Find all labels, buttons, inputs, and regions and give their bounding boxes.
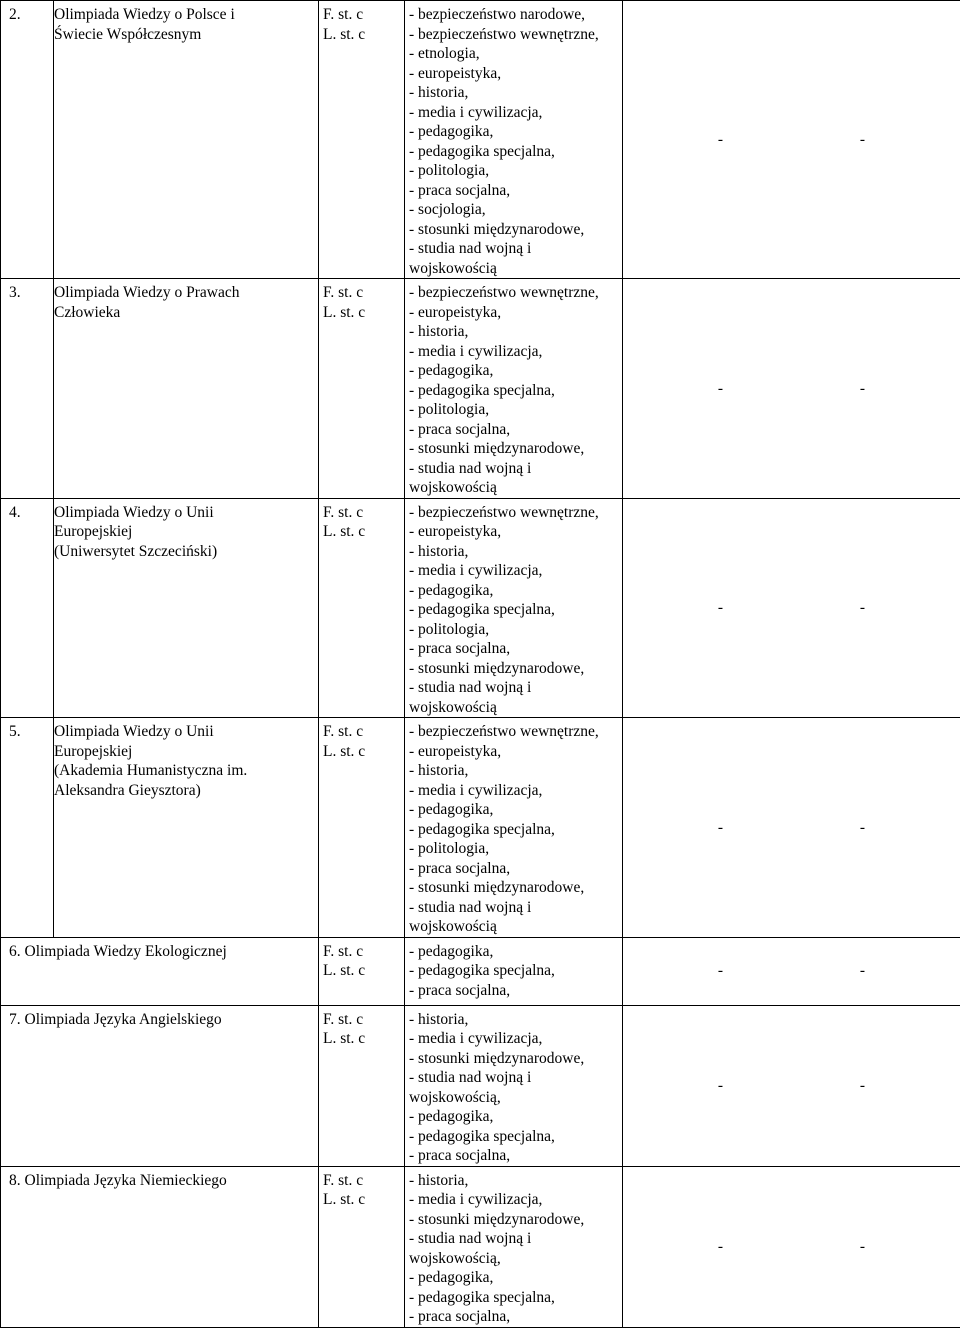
study-mode-line: F. st. c [323,283,404,303]
field-of-study-item: - stosunki międzynarodowe, [409,1210,622,1230]
field-of-study-item: - praca socjalna, [409,1146,622,1166]
status-cell [623,279,960,499]
status-value-1: - [714,818,728,838]
status-cell [623,1005,960,1166]
olympiad-name: Olimpiada Języka Angielskiego [25,1011,222,1028]
row-number: 2. [9,6,21,23]
field-of-study-item: wojskowością, [409,1249,622,1269]
status-value-1: - [714,1076,728,1096]
field-of-study-item: - etnologia, [409,44,622,64]
row-number: 7. [9,1011,21,1028]
study-mode-cell [319,718,405,938]
field-of-study-item: wojskowością [409,259,622,279]
field-of-study-item: - praca socjalna, [409,639,622,659]
study-mode-cell [319,1,405,279]
olympiad-name-cell [54,498,319,718]
table-row [1,1,960,279]
status-value-1: - [714,379,728,399]
field-of-study-item: - stosunki międzynarodowe, [409,220,622,240]
status-cell [623,718,960,938]
olympiad-name-cell [54,718,319,938]
study-mode-line: F. st. c [323,1010,404,1030]
status-value-2: - [856,1076,870,1096]
fields-of-study-cell [405,718,623,938]
field-of-study-item: - socjologia, [409,200,622,220]
field-of-study-item: - historia, [409,761,622,781]
row-number: 5. [9,723,21,740]
field-of-study-item: - europeistyka, [409,64,622,84]
field-of-study-item: - historia, [409,83,622,103]
table-row [1,937,960,1005]
field-of-study-item: - studia nad wojną i [409,678,622,698]
study-mode-line: L. st. c [323,25,404,45]
study-mode-line: L. st. c [323,742,404,762]
field-of-study-item: - politologia, [409,161,622,181]
study-mode-line: F. st. c [323,1171,404,1191]
field-of-study-item: - media i cywilizacja, [409,103,622,123]
status-cell [623,1,960,279]
field-of-study-item: - studia nad wojną i [409,459,622,479]
field-of-study-item: - studia nad wojną i [409,898,622,918]
field-of-study-item: - praca socjalna, [409,859,622,879]
row-number-cell [1,1,54,279]
field-of-study-item: - stosunki międzynarodowe, [409,659,622,679]
field-of-study-item: - pedagogika specjalna, [409,1127,622,1147]
status-cell [623,937,960,1005]
olympiad-name-line: Olimpiada Wiedzy o Polsce i [54,5,314,25]
olympiad-name: Olimpiada Wiedzy Ekologicznej [25,943,227,960]
fields-of-study-cell [405,498,623,718]
field-of-study-item: - pedagogika, [409,1268,622,1288]
field-of-study-item: - bezpieczeństwo wewnętrzne, [409,25,622,45]
table-row [1,498,960,718]
olympiad-name-line: Świecie Współczesnym [54,25,314,45]
field-of-study-item: wojskowością, [409,1088,622,1108]
field-of-study-item: - bezpieczeństwo wewnętrzne, [409,503,622,523]
field-of-study-item: - pedagogika specjalna, [409,381,622,401]
field-of-study-item: - politologia, [409,839,622,859]
olympiad-name-cell [54,1,319,279]
field-of-study-item: - media i cywilizacja, [409,561,622,581]
row-number: 8. [9,1172,21,1189]
row-number-cell [1,718,54,938]
field-of-study-item: - pedagogika, [409,361,622,381]
study-mode-line: F. st. c [323,5,404,25]
olympiad-name-cell [54,279,319,499]
status-value-1: - [714,961,728,981]
field-of-study-item: - stosunki międzynarodowe, [409,878,622,898]
olympiad-name-line: Europejskiej [54,742,314,762]
field-of-study-item: - pedagogika specjalna, [409,820,622,840]
fields-of-study-cell [405,1166,623,1327]
fields-of-study-cell [405,279,623,499]
table-body [1,1,960,1328]
status-value-2: - [856,1237,870,1257]
status-value-2: - [856,961,870,981]
field-of-study-item: - pedagogika, [409,942,622,962]
field-of-study-item: - studia nad wojną i [409,239,622,259]
field-of-study-item: - historia, [409,1010,622,1030]
study-mode-cell [319,1166,405,1327]
field-of-study-item: - praca socjalna, [409,420,622,440]
status-value-1: - [714,130,728,150]
olympiad-cell [1,937,319,1005]
study-mode-line: L. st. c [323,522,404,542]
fields-of-study-cell [405,937,623,1005]
olympiad-name: Olimpiada Języka Niemieckiego [25,1172,227,1189]
field-of-study-item: - praca socjalna, [409,181,622,201]
olympiad-name-line: Aleksandra Gieysztora) [54,781,314,801]
field-of-study-item: - media i cywilizacja, [409,781,622,801]
field-of-study-item: wojskowością [409,698,622,718]
study-mode-line: L. st. c [323,303,404,323]
field-of-study-item: - politologia, [409,620,622,640]
field-of-study-item: - media i cywilizacja, [409,342,622,362]
olympiad-name-line: Europejskiej [54,522,314,542]
table-row [1,1005,960,1166]
olympiad-cell [1,1005,319,1166]
field-of-study-item: - pedagogika specjalna, [409,142,622,162]
status-value-1: - [714,1237,728,1257]
olympiad-cell [1,1166,319,1327]
olympiad-name-line: (Uniwersytet Szczeciński) [54,542,314,562]
study-mode-line: L. st. c [323,961,404,981]
field-of-study-item: - praca socjalna, [409,1307,622,1327]
field-of-study-item: - bezpieczeństwo wewnętrzne, [409,283,622,303]
row-number: 6. [9,943,21,960]
row-number-cell [1,279,54,499]
field-of-study-item: - historia, [409,322,622,342]
olympiad-name-line: Olimpiada Wiedzy o Unii [54,722,314,742]
field-of-study-item: - stosunki międzynarodowe, [409,439,622,459]
status-value-2: - [856,598,870,618]
table-row [1,1166,960,1327]
field-of-study-item: - historia, [409,542,622,562]
status-cell [623,498,960,718]
study-mode-cell [319,279,405,499]
fields-of-study-cell [405,1,623,279]
field-of-study-item: - studia nad wojną i [409,1068,622,1088]
field-of-study-item: wojskowością [409,478,622,498]
field-of-study-item: - bezpieczeństwo narodowe, [409,5,622,25]
row-number-cell [1,498,54,718]
status-value-2: - [856,379,870,399]
olympiad-name-line: Człowieka [54,303,314,323]
field-of-study-item: - pedagogika, [409,122,622,142]
field-of-study-item: wojskowością [409,917,622,937]
study-mode-line: F. st. c [323,942,404,962]
field-of-study-item: - praca socjalna, [409,981,622,1001]
field-of-study-item: - media i cywilizacja, [409,1029,622,1049]
status-value-1: - [714,598,728,618]
field-of-study-item: - bezpieczeństwo wewnętrzne, [409,722,622,742]
status-cell [623,1166,960,1327]
field-of-study-item: - pedagogika specjalna, [409,961,622,981]
field-of-study-item: - stosunki międzynarodowe, [409,1049,622,1069]
status-value-2: - [856,818,870,838]
field-of-study-item: - pedagogika specjalna, [409,600,622,620]
field-of-study-item: - pedagogika, [409,1107,622,1127]
field-of-study-item: - pedagogika, [409,800,622,820]
field-of-study-item: - europeistyka, [409,303,622,323]
study-mode-line: F. st. c [323,503,404,523]
study-mode-line: L. st. c [323,1190,404,1210]
row-number: 4. [9,504,21,521]
table-row [1,718,960,938]
olympiad-name-line: Olimpiada Wiedzy o Prawach [54,283,314,303]
table-row [1,279,960,499]
study-mode-cell [319,1005,405,1166]
olympiad-name-line: (Akademia Humanistyczna im. [54,761,314,781]
field-of-study-item: - pedagogika specjalna, [409,1288,622,1308]
field-of-study-item: - historia, [409,1171,622,1191]
status-value-2: - [856,130,870,150]
field-of-study-item: - media i cywilizacja, [409,1190,622,1210]
field-of-study-item: - europeistyka, [409,742,622,762]
row-number: 3. [9,284,21,301]
field-of-study-item: - studia nad wojną i [409,1229,622,1249]
olympiad-name-line: Olimpiada Wiedzy o Unii [54,503,314,523]
study-mode-cell [319,937,405,1005]
study-mode-line: F. st. c [323,722,404,742]
fields-of-study-cell [405,1005,623,1166]
study-mode-line: L. st. c [323,1029,404,1049]
study-mode-cell [319,498,405,718]
field-of-study-item: - europeistyka, [409,522,622,542]
field-of-study-item: - pedagogika, [409,581,622,601]
field-of-study-item: - politologia, [409,400,622,420]
